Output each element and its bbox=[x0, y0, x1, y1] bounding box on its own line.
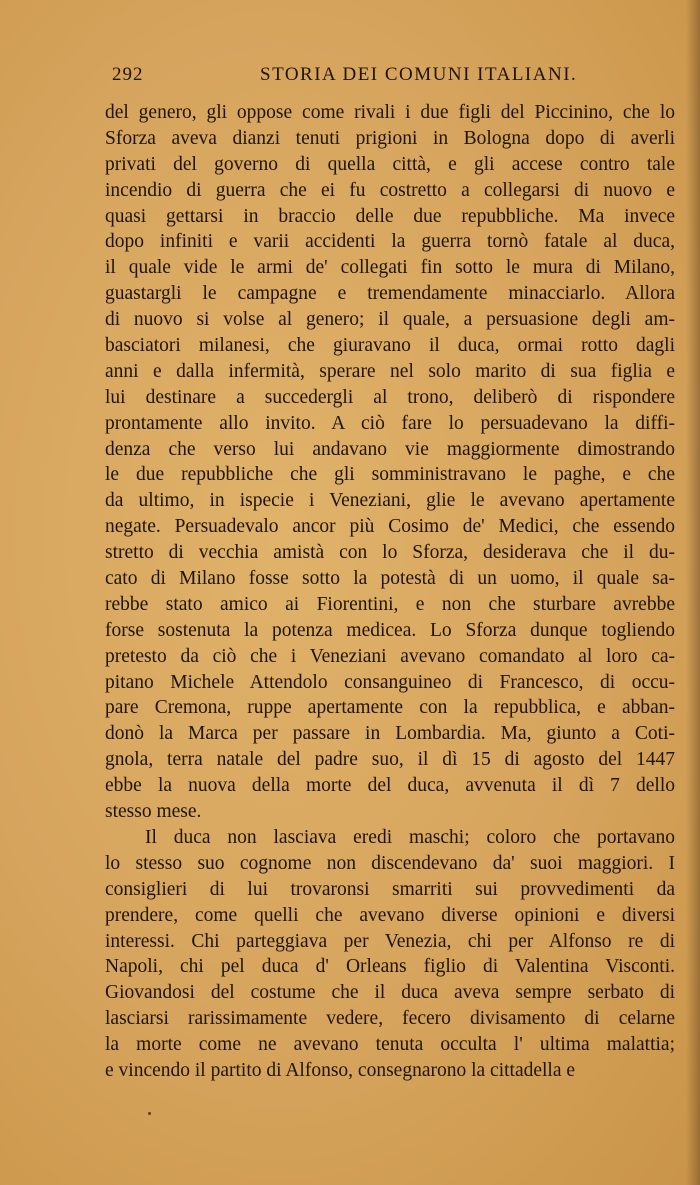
running-head: STORIA DEI COMUNI ITALIANI. bbox=[260, 64, 578, 85]
text-line: consiglieri di lui trovaronsi smarriti sui provvedimenti da bbox=[105, 878, 675, 900]
text-line: basciatori milanesi, che giuravano il duca, ormai rotto dagli bbox=[105, 335, 675, 357]
text-line: di nuovo si volse al genero; il quale, a persuasione degli am- bbox=[105, 309, 675, 331]
text-line: quasi gettarsi in braccio delle due repubbliche. Ma invece bbox=[105, 205, 675, 227]
page-number: 292 bbox=[112, 64, 144, 85]
text-line: pretesto da ciò che i Veneziani avevano comandato al loro ca- bbox=[105, 645, 675, 667]
text-line: cato di Milano fosse sotto la potestà di un uomo, il quale sa- bbox=[105, 568, 675, 590]
text-line: da ultimo, in ispecie i Veneziani, glie le avevano apertamente bbox=[105, 490, 675, 512]
text-line: rebbe stato amico ai Fiorentini, e non che sturbare avrebbe bbox=[105, 593, 675, 615]
text-line: forse sostenuta la potenza medicea. Lo Sforza dunque togliendo bbox=[105, 619, 675, 641]
page-edge-shadow bbox=[686, 0, 700, 1185]
text-line: il quale vide le armi de' collegati fin sotto le mura di Milano, bbox=[105, 257, 675, 279]
text-line: donò la Marca per passare in Lombardia. Ma, giunto a Coti- bbox=[105, 723, 675, 745]
text-line: la morte come ne avevano tenuta occulta l' ultima malattia; bbox=[105, 1034, 675, 1056]
text-line: prontamente allo invito. A ciò fare lo persuadevano la diffi- bbox=[105, 412, 675, 434]
text-line: pitano Michele Attendolo consanguineo di Francesco, di occu- bbox=[105, 671, 675, 693]
paper-speck bbox=[148, 1112, 151, 1115]
text-line: ebbe la nuova della morte del duca, avvenuta il dì 7 dello bbox=[105, 775, 675, 797]
page-header bbox=[112, 64, 672, 88]
paragraph bbox=[105, 100, 675, 825]
text-line: lui destinare a succedergli al trono, deliberò di rispondere bbox=[105, 386, 675, 408]
body-text bbox=[105, 100, 675, 1084]
text-line: incendio di guerra che ei fu costretto a collegarsi di nuovo e bbox=[105, 179, 675, 201]
text-line: privati del governo di quella città, e gli accese contro tale bbox=[105, 153, 675, 175]
paragraph bbox=[105, 825, 675, 1084]
text-line: dopo infiniti e varii accidenti la guerra tornò fatale al duca, bbox=[105, 231, 675, 253]
text-line: stretto di vecchia amistà con lo Sforza, desiderava che il du- bbox=[105, 542, 675, 564]
text-line: gnola, terra natale del padre suo, il dì 15 di agosto del 1447 bbox=[105, 749, 675, 771]
text-line: e vincendo il partito di Alfonso, consegnarono la cittadella e bbox=[105, 1059, 576, 1081]
text-line: interessi. Chi parteggiava per Venezia, chi per Alfonso re di bbox=[105, 930, 675, 952]
text-line: le due repubbliche che gli somministravano le paghe, e che bbox=[105, 464, 675, 486]
text-line: Giovandosi del costume che il duca aveva sempre serbato di bbox=[105, 982, 675, 1004]
text-line: del genero, gli oppose come rivali i due figli del Piccinino, che lo bbox=[105, 102, 675, 123]
text-line: Il duca non lasciava eredi maschi; coloro che portavano bbox=[145, 826, 675, 848]
text-line: anni e dalla infermità, sperare nel solo marito di sua figlia e bbox=[105, 360, 675, 382]
text-line: pare Cremona, ruppe apertamente con la repubblica, e abban- bbox=[105, 697, 675, 719]
text-line: Napoli, chi pel duca d' Orleans figlio di Valentina Visconti. bbox=[105, 956, 675, 978]
text-line: prendere, come quelli che avevano diverse opinioni e diversi bbox=[105, 904, 675, 926]
text-line: lasciarsi rarissimamente vedere, fecero divisamento di celarne bbox=[105, 1008, 675, 1030]
text-line: stesso mese. bbox=[105, 801, 202, 823]
text-line: lo stesso suo cognome non discendevano da' suoi maggiori. I bbox=[105, 852, 675, 874]
text-line: denza che verso lui andavano vie maggiormente dimostrando bbox=[105, 438, 675, 460]
text-line: negate. Persuadevalo ancor più Cosimo de' Medici, che essendo bbox=[105, 516, 675, 538]
text-line: Sforza aveva dianzi tenuti prigioni in Bologna dopo di averli bbox=[105, 127, 675, 149]
text-line: guastargli le campagne e tremendamente minacciarlo. Allora bbox=[105, 283, 675, 305]
